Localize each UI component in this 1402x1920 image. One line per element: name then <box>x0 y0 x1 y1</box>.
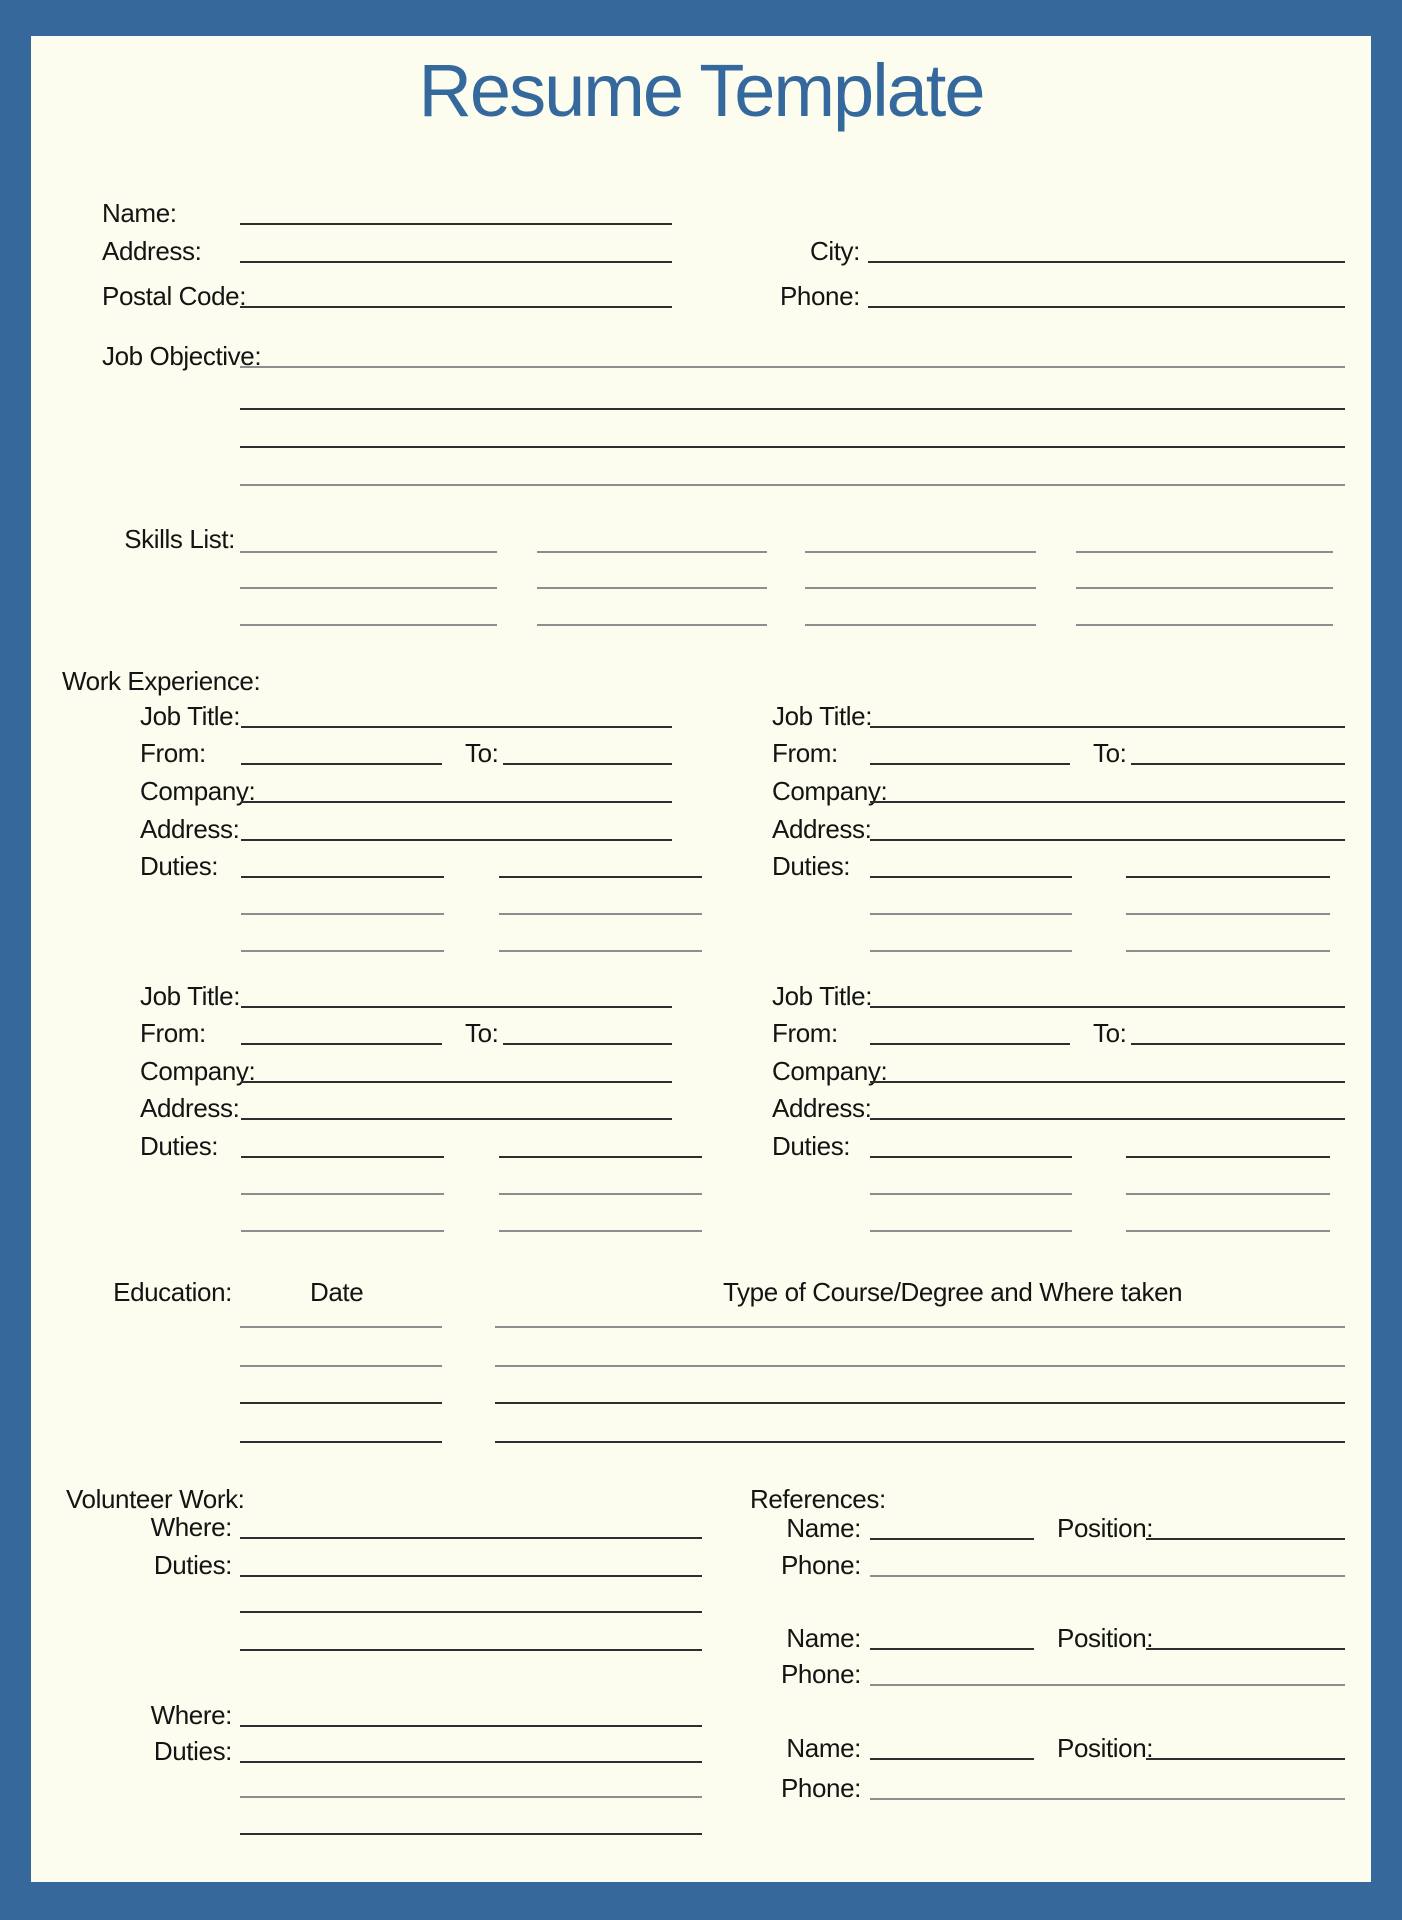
we2l-from-line[interactable] <box>241 1043 442 1045</box>
postal-code-label: Postal Code: <box>102 281 247 311</box>
we1r-company-line[interactable] <box>870 801 1345 803</box>
we2l-company-label: Company: <box>140 1056 256 1086</box>
name-label: Name: <box>102 198 177 228</box>
phone-field-line[interactable] <box>868 306 1345 308</box>
we1r-job-title-label: Job Title: <box>772 701 873 731</box>
we2l-from-label: From: <box>140 1018 206 1048</box>
we1l-duties-line-r3c2[interactable] <box>499 950 702 952</box>
we1l-from-label: From: <box>140 738 206 768</box>
volunteer-extra-line-2[interactable] <box>240 1649 702 1651</box>
work-experience-heading: Work Experience: <box>62 666 261 696</box>
we1l-to-line[interactable] <box>503 763 672 765</box>
education-date-line-3[interactable] <box>240 1402 442 1404</box>
ref1-phone-label: Phone: <box>780 1550 861 1580</box>
we1r-from-label: From: <box>772 738 838 768</box>
we2r-duties-line-r3c1[interactable] <box>870 1230 1072 1232</box>
we2l-company-line[interactable] <box>241 1081 672 1083</box>
we2l-job-title-line[interactable] <box>241 1006 672 1008</box>
we2r-duties-line-r3c2[interactable] <box>1126 1230 1330 1232</box>
job-objective-line-4[interactable] <box>240 484 1345 486</box>
we1r-address-line[interactable] <box>870 839 1345 841</box>
we2r-to-line[interactable] <box>1131 1043 1345 1045</box>
ref3-phone-label: Phone: <box>780 1773 861 1803</box>
we2l-job-title-label: Job Title: <box>140 981 241 1011</box>
ref1-name-line[interactable] <box>870 1538 1034 1540</box>
address-label: Address: <box>102 236 202 266</box>
we1r-company-label: Company: <box>772 776 888 806</box>
references-heading: References: <box>750 1484 886 1514</box>
we1r-duties-line-r1c1[interactable] <box>870 876 1072 878</box>
volunteer-where-line-2[interactable] <box>240 1725 702 1727</box>
we2r-job-title-line[interactable] <box>870 1006 1345 1008</box>
we2r-to-label: To: <box>1093 1018 1127 1048</box>
we2r-address-label: Address: <box>772 1093 872 1123</box>
skills-line-r1c4[interactable] <box>1076 551 1333 553</box>
ref3-name-line[interactable] <box>870 1758 1034 1760</box>
we1l-address-label: Address: <box>140 814 240 844</box>
postal-code-field-line[interactable] <box>240 306 672 308</box>
we1l-to-label: To: <box>465 738 499 768</box>
we1l-company-line[interactable] <box>241 801 672 803</box>
skills-list-label: Skills List: <box>124 524 235 554</box>
we2r-duties-label: Duties: <box>772 1131 851 1161</box>
we2l-to-line[interactable] <box>503 1043 672 1045</box>
city-label: City: <box>809 236 860 266</box>
we2l-duties-line-r2c2[interactable] <box>499 1193 702 1195</box>
we2l-address-label: Address: <box>140 1093 240 1123</box>
we2l-duties-line-r1c1[interactable] <box>241 1156 444 1158</box>
education-course-line-2[interactable] <box>495 1365 1345 1367</box>
skills-line-r2c3[interactable] <box>805 587 1036 589</box>
we1l-duties-line-r3c1[interactable] <box>241 950 444 952</box>
page-title: Resume Template <box>418 49 984 132</box>
ref3-position-label: Position: <box>1057 1733 1154 1763</box>
we1l-job-title-label: Job Title: <box>140 701 241 731</box>
we2r-from-label: From: <box>772 1018 838 1048</box>
we1r-job-title-line[interactable] <box>870 726 1345 728</box>
skills-line-r2c1[interactable] <box>240 587 497 589</box>
we1l-from-line[interactable] <box>241 763 442 765</box>
we1r-duties-line-r2c2[interactable] <box>1126 913 1330 915</box>
ref2-phone-label: Phone: <box>780 1659 861 1689</box>
job-objective-line-3[interactable] <box>240 446 1345 448</box>
we1l-duties-line-r2c2[interactable] <box>499 913 702 915</box>
we1l-duties-label: Duties: <box>140 851 219 881</box>
we1r-duties-line-r3c1[interactable] <box>870 950 1072 952</box>
skills-line-r3c4[interactable] <box>1076 624 1333 626</box>
ref1-position-line[interactable] <box>1146 1538 1345 1540</box>
we1l-duties-line-r1c2[interactable] <box>499 876 702 878</box>
ref3-name-label: Name: <box>786 1733 861 1763</box>
we1r-duties-label: Duties: <box>772 851 851 881</box>
we1r-address-label: Address: <box>772 814 872 844</box>
ref3-phone-line[interactable] <box>870 1798 1345 1800</box>
we2r-duties-line-r2c1[interactable] <box>870 1193 1072 1195</box>
job-objective-label: Job Objective: <box>102 341 262 371</box>
we2l-duties-line-r3c2[interactable] <box>499 1230 702 1232</box>
volunteer-duties-line-2[interactable] <box>240 1761 702 1763</box>
we2l-duties-line-r1c2[interactable] <box>499 1156 702 1158</box>
education-date-line-1[interactable] <box>240 1326 442 1328</box>
skills-line-r3c2[interactable] <box>537 624 767 626</box>
volunteer-where-label-1: Where: <box>150 1512 232 1542</box>
skills-line-r1c1[interactable] <box>240 551 497 553</box>
education-date-line-4[interactable] <box>240 1441 442 1443</box>
we1l-address-line[interactable] <box>241 839 672 841</box>
ref2-phone-line[interactable] <box>870 1684 1345 1686</box>
skills-line-r3c1[interactable] <box>240 624 497 626</box>
we2r-duties-line-r1c2[interactable] <box>1126 1156 1330 1158</box>
volunteer-duties-label-2: Duties: <box>153 1736 232 1766</box>
we2r-duties-line-r1c1[interactable] <box>870 1156 1072 1158</box>
we1r-from-line[interactable] <box>870 763 1070 765</box>
volunteer-where-label-2: Where: <box>150 1700 232 1730</box>
city-field-line[interactable] <box>868 261 1345 263</box>
volunteer-work-heading: Volunteer Work: <box>66 1484 245 1514</box>
volunteer-extra-line-4[interactable] <box>240 1833 702 1835</box>
ref1-name-label: Name: <box>786 1513 861 1543</box>
education-course-line-3[interactable] <box>495 1402 1345 1404</box>
we1l-company-label: Company: <box>140 776 256 806</box>
we1r-to-label: To: <box>1093 738 1127 768</box>
we2r-from-line[interactable] <box>870 1043 1070 1045</box>
we2r-company-label: Company: <box>772 1056 888 1086</box>
skills-line-r1c3[interactable] <box>805 551 1036 553</box>
we2r-address-line[interactable] <box>870 1118 1345 1120</box>
we1r-to-line[interactable] <box>1131 763 1345 765</box>
ref2-position-label: Position: <box>1057 1623 1154 1653</box>
name-field-line[interactable] <box>240 223 672 225</box>
we1l-duties-line-r2c1[interactable] <box>241 913 444 915</box>
volunteer-duties-line-1[interactable] <box>240 1575 702 1577</box>
job-objective-line-2[interactable] <box>240 408 1345 410</box>
we1l-duties-line-r1c1[interactable] <box>241 876 444 878</box>
volunteer-extra-line-3[interactable] <box>240 1796 702 1798</box>
education-date-header: Date <box>310 1277 364 1307</box>
education-course-line-1[interactable] <box>495 1326 1345 1328</box>
we1l-job-title-line[interactable] <box>241 726 672 728</box>
we1r-duties-line-r3c2[interactable] <box>1126 950 1330 952</box>
education-label: Education: <box>113 1277 232 1307</box>
we2l-address-line[interactable] <box>241 1118 672 1120</box>
ref1-phone-line[interactable] <box>870 1575 1345 1577</box>
skills-line-r2c4[interactable] <box>1076 587 1333 589</box>
skills-line-r1c2[interactable] <box>537 551 767 553</box>
job-objective-line-1[interactable] <box>240 366 1345 368</box>
we2r-job-title-label: Job Title: <box>772 981 873 1011</box>
we2l-duties-label: Duties: <box>140 1131 219 1161</box>
education-course-header: Type of Course/Degree and Where taken <box>723 1277 1183 1307</box>
we2r-duties-line-r2c2[interactable] <box>1126 1193 1330 1195</box>
skills-line-r3c3[interactable] <box>805 624 1036 626</box>
volunteer-duties-label-1: Duties: <box>153 1550 232 1580</box>
we2l-to-label: To: <box>465 1018 499 1048</box>
ref2-name-label: Name: <box>786 1623 861 1653</box>
paper-background <box>31 36 1371 1882</box>
we2l-duties-line-r3c1[interactable] <box>241 1230 444 1232</box>
ref1-position-label: Position: <box>1057 1513 1154 1543</box>
ref3-position-line[interactable] <box>1146 1758 1345 1760</box>
we2l-duties-line-r2c1[interactable] <box>241 1193 444 1195</box>
education-date-line-2[interactable] <box>240 1365 442 1367</box>
education-course-line-4[interactable] <box>495 1441 1345 1443</box>
ref2-name-line[interactable] <box>870 1648 1034 1650</box>
volunteer-where-line-1[interactable] <box>240 1537 702 1539</box>
phone-label: Phone: <box>779 281 860 311</box>
ref2-position-line[interactable] <box>1146 1648 1345 1650</box>
we1r-duties-line-r2c1[interactable] <box>870 913 1072 915</box>
we2r-company-line[interactable] <box>870 1081 1345 1083</box>
we1r-duties-line-r1c2[interactable] <box>1126 876 1330 878</box>
address-field-line[interactable] <box>240 261 672 263</box>
volunteer-extra-line-1[interactable] <box>240 1611 702 1613</box>
skills-line-r2c2[interactable] <box>537 587 767 589</box>
